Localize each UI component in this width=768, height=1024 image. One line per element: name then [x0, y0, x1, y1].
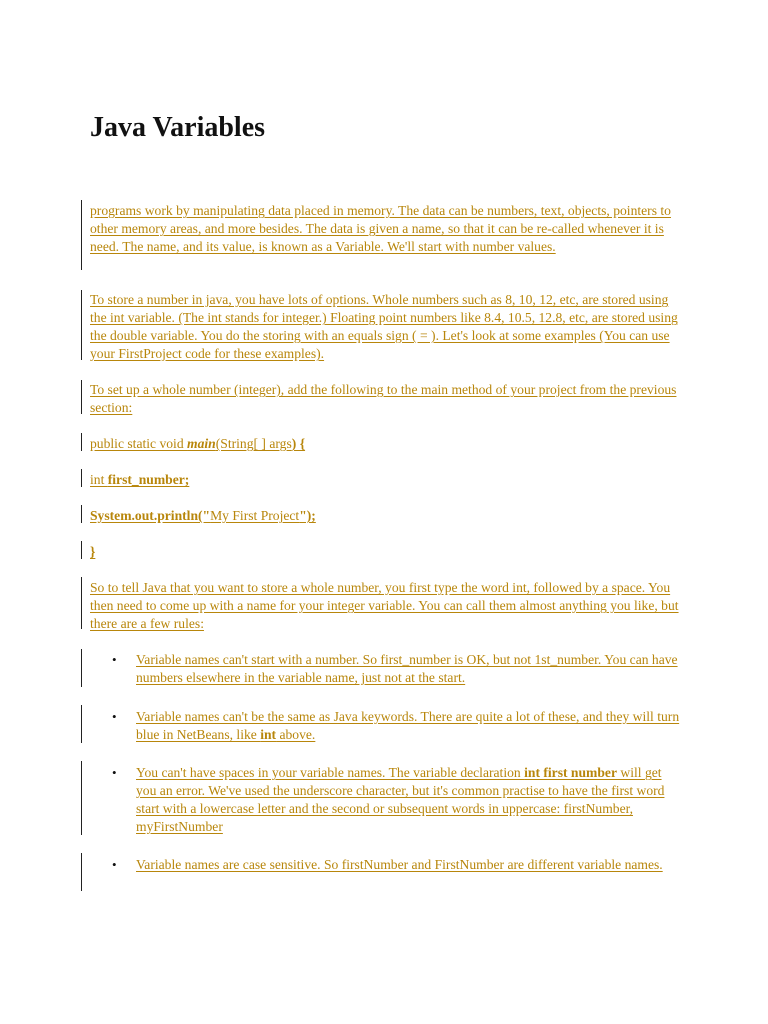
code-line-close: [90, 543, 682, 561]
bullet-text-b: will get you an error. We've used the underscore character, but it's common practise to have the first word start with a lowercase letter and the second or subsequent words in uppercase: firstNumber, myFirstNumber: [136, 765, 665, 834]
code-line-main: [90, 435, 682, 453]
code-string: My First Project: [210, 508, 300, 523]
bullet-text: [136, 708, 682, 744]
change-bar: [81, 705, 82, 743]
list-item: [112, 856, 682, 896]
bullet-text-a: You can't have spaces in your variable names. The variable declaration: [136, 765, 525, 780]
change-bar: [81, 469, 82, 487]
bullet-icon: •: [112, 765, 117, 780]
bullet-text: Variable names are case sensitive. So firstNumber and FirstNumber are different variable names.: [136, 857, 663, 872]
setup-text: To set up a whole number (integer), add the following to the main method of your project from the previous section:: [90, 382, 677, 415]
tell-paragraph: [90, 579, 682, 633]
store-paragraph: [90, 291, 682, 363]
intro-text: programs work by manipulating data placed in memory. The data can be numbers, text, objects, pointers to other memory areas, and more besides. The data is given a name, so that it can be re-called whenever it is need. The name, and its value, is known as a Variable. We'll start with number values.: [90, 203, 671, 254]
intro-paragraph: [90, 202, 682, 256]
code-first-number: first_number;: [107, 472, 190, 487]
bullet-icon: •: [112, 709, 117, 724]
code-main: main: [187, 436, 216, 451]
change-bar: [81, 761, 82, 835]
list-item: [112, 764, 682, 840]
code-brace: ) {: [291, 436, 306, 451]
change-bar: [81, 853, 82, 891]
change-bar: [81, 541, 82, 559]
list-item: [112, 708, 682, 748]
page-title: Java Variables: [90, 112, 266, 143]
bullet-text-a: Variable names can't be the same as Java keywords. There are quite a lot of these, and they will turn blue in NetBeans, like: [136, 709, 680, 742]
change-bar: [81, 200, 82, 270]
code-println-end: ");: [299, 508, 316, 523]
change-bar: [81, 380, 82, 414]
code-line-int: [90, 471, 682, 489]
list-item: [112, 651, 682, 691]
bullet-text-bold: int first number: [524, 765, 617, 780]
tell-text: So to tell Java that you want to store a whole number, you first type the word int, followed by a space. You then need to come up with a name for your integer variable. You can call them almost anything you like, but there are a few rules:: [90, 580, 679, 631]
change-bar: [81, 433, 82, 451]
change-bar: [81, 649, 82, 687]
change-bar: [81, 505, 82, 523]
bullet-icon: •: [112, 652, 117, 667]
code-args: (String[ ] args: [215, 436, 292, 451]
change-bar: [81, 577, 82, 629]
code-public: public static void: [90, 436, 188, 451]
store-text: To store a number in java, you have lots of options. Whole numbers such as 8, 10, 12, etc, are stored using the int variable. (The int stands for integer.) Floating point numbers like 8.4, 10.5, 12.8, etc, are stored using the double variable. You do the storing with an equals sign ( = ). Let's look at some examples (You can use your FirstProject code for these examples).: [90, 292, 678, 361]
bullet-text: [136, 764, 682, 836]
change-bar: [81, 290, 82, 360]
code-int: int: [90, 472, 108, 487]
bullet-text-bold: int: [260, 727, 277, 742]
bullet-text: Variable names can't start with a number. So first_number is OK, but not 1st_number. You can have numbers elsewhere in the variable name, just not at the start.: [136, 652, 678, 685]
setup-paragraph: [90, 381, 682, 417]
code-close-brace: }: [90, 544, 96, 559]
code-println: System.out.println(": [90, 508, 211, 523]
code-line-println: [90, 507, 682, 525]
bullet-icon: •: [112, 857, 117, 872]
bullet-text-b: above.: [276, 727, 316, 742]
